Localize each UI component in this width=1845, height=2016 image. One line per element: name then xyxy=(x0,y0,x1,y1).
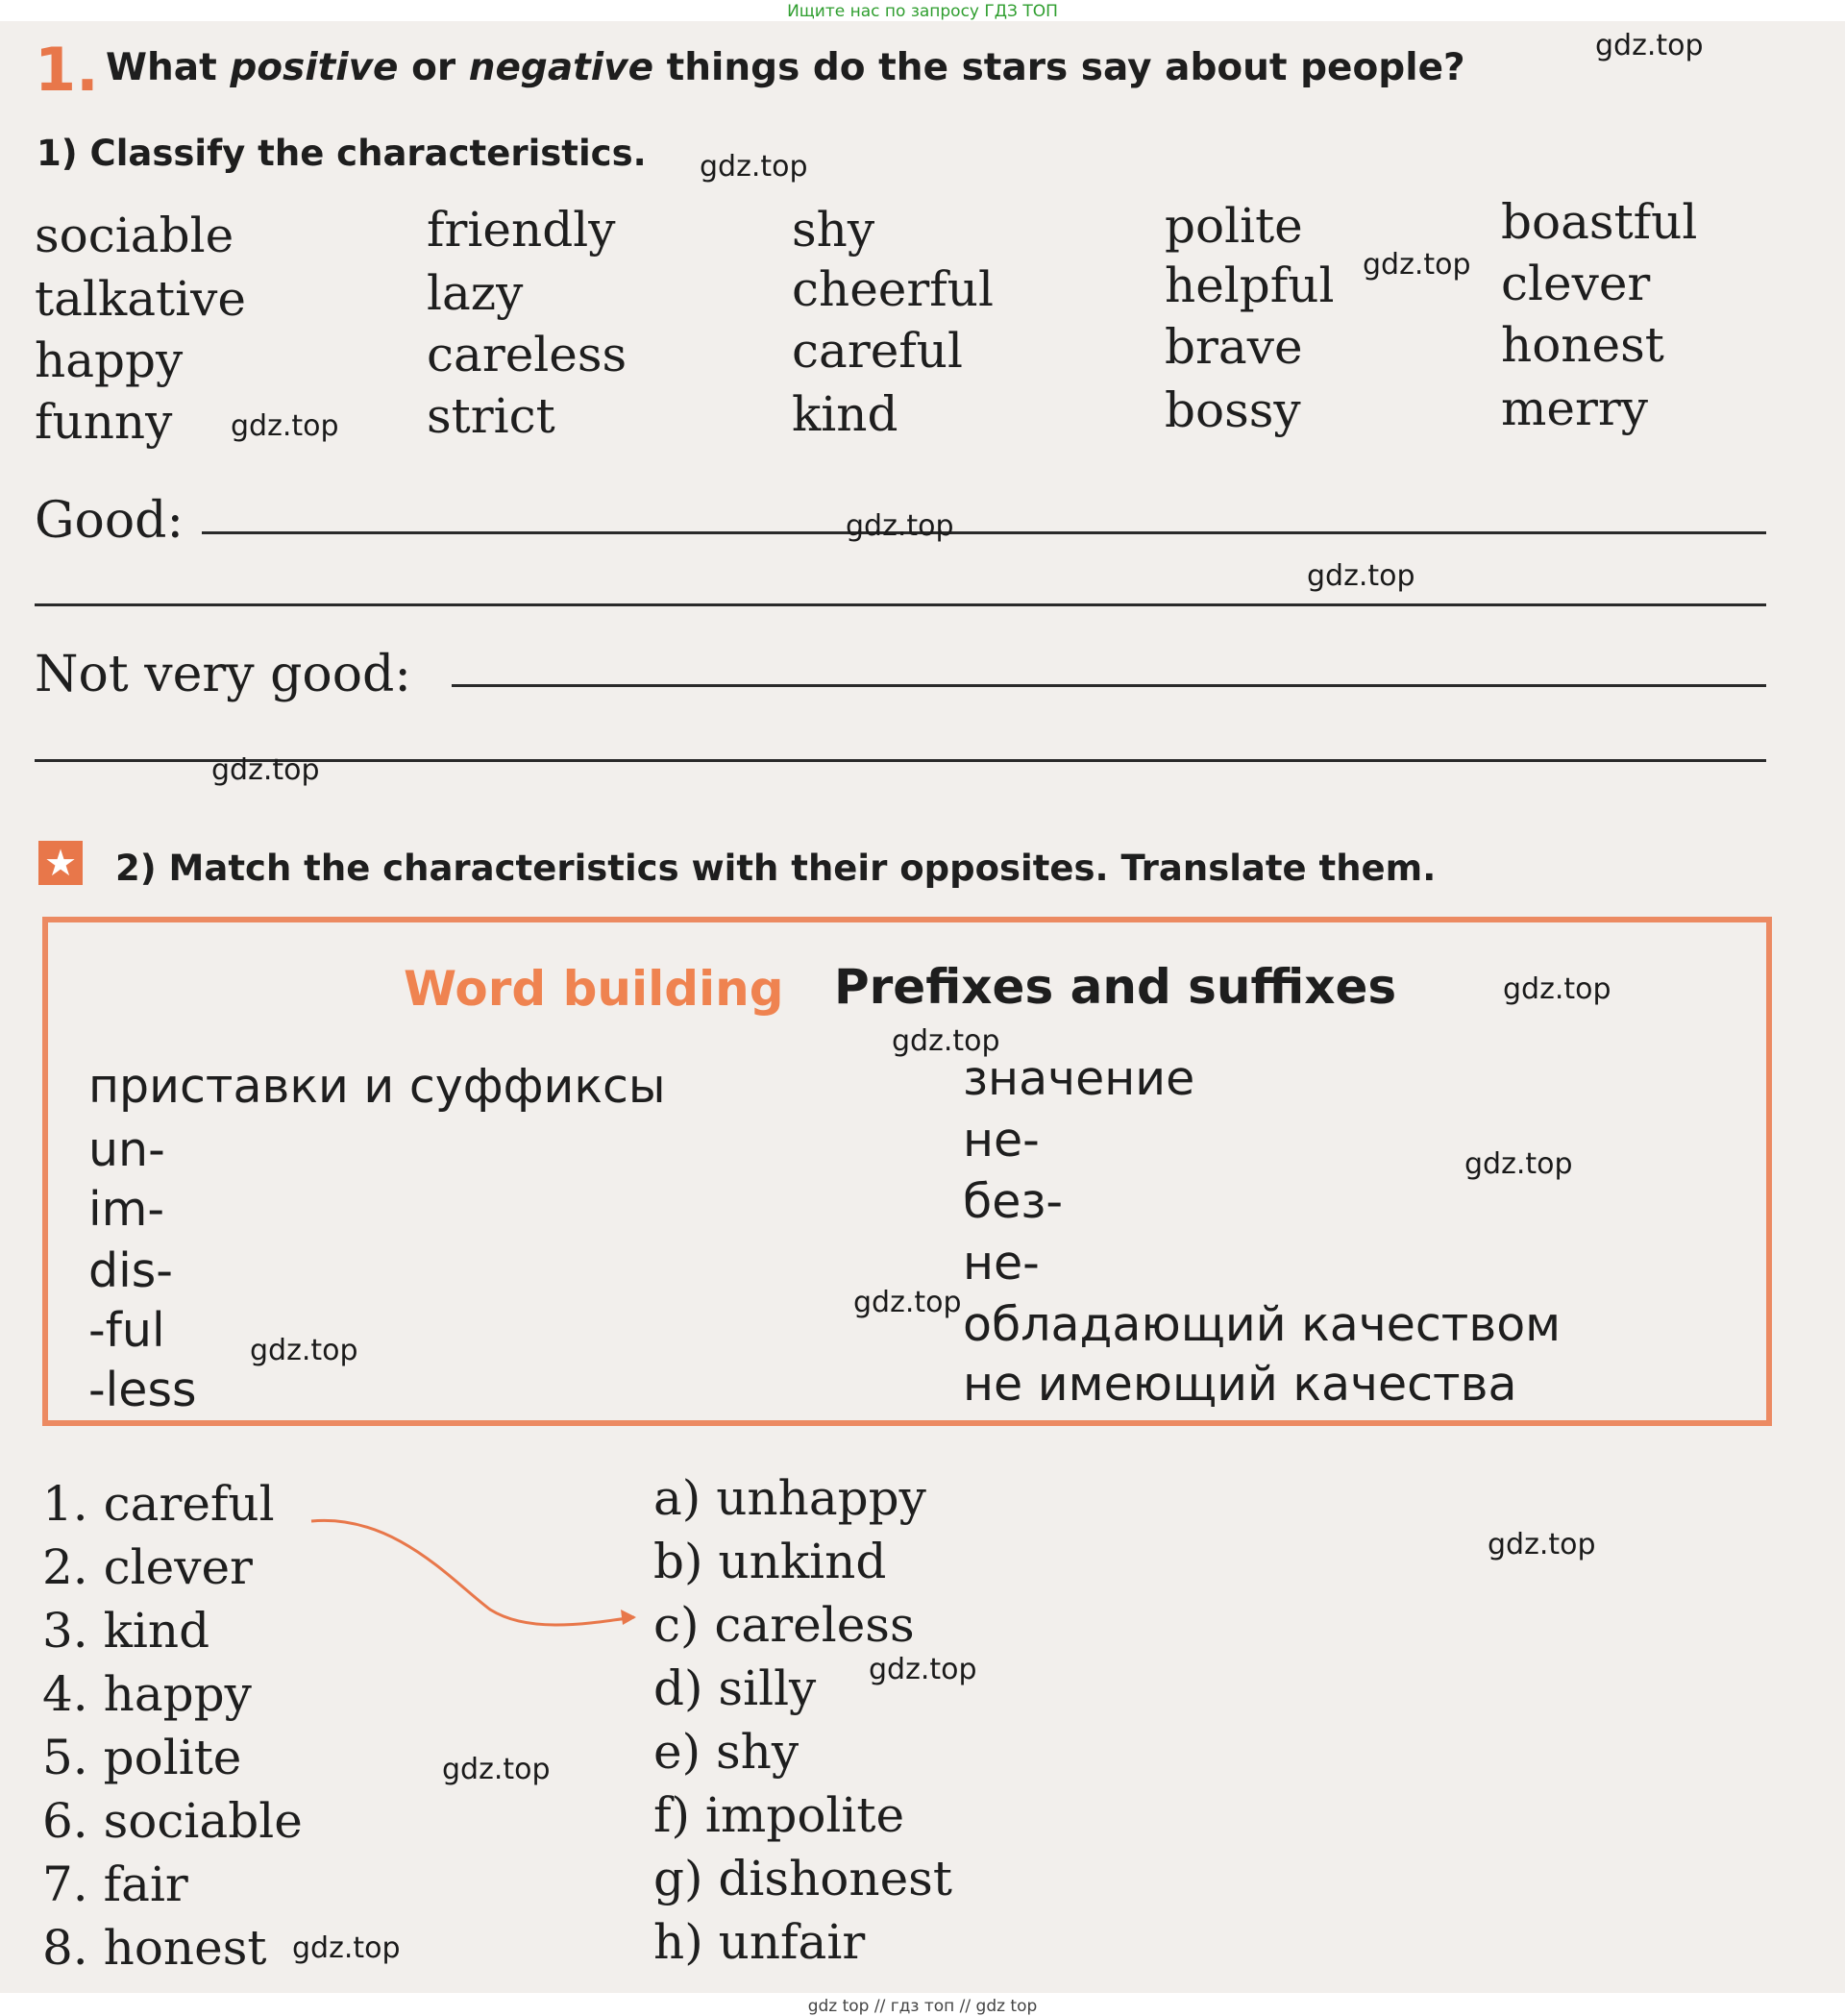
match-left-item: 6. sociable xyxy=(42,1793,303,1849)
match-right-item: f) impolite xyxy=(653,1787,905,1843)
word-cell: funny xyxy=(35,394,173,450)
match-left-item: 8. honest xyxy=(42,1920,267,1976)
watermark: gdz.top xyxy=(1464,1147,1573,1181)
match-right-item: a) unhappy xyxy=(653,1470,926,1526)
match-left-item: 2. clever xyxy=(42,1539,253,1595)
affix-column-header: приставки и суффиксы xyxy=(88,1059,666,1114)
affix-item: -ful xyxy=(88,1303,165,1358)
watermark: gdz.top xyxy=(869,1653,977,1686)
match-right-item: h) unfair xyxy=(653,1914,866,1970)
watermark: gdz.top xyxy=(1503,972,1611,1006)
word-cell: kind xyxy=(792,386,898,442)
watermark: gdz.top xyxy=(846,509,954,543)
exercise-title: What positive or negative things do the stars say about people? xyxy=(106,46,1465,89)
word-cell: happy xyxy=(35,332,184,388)
watermark: gdz.top xyxy=(292,1931,401,1965)
word-cell: boastful xyxy=(1501,194,1698,250)
not-very-good-label: Not very good: xyxy=(35,646,411,703)
watermark: gdz.top xyxy=(250,1334,358,1367)
match-right-item: b) unkind xyxy=(653,1534,887,1589)
match-left-item: 4. happy xyxy=(42,1666,252,1722)
match-right-item: c) careless xyxy=(653,1597,915,1653)
match-left-item: 3. kind xyxy=(42,1603,210,1659)
exercise-number: 1. xyxy=(35,35,99,105)
meaning-item: не имеющий качества xyxy=(963,1357,1517,1412)
affix-item: un- xyxy=(88,1122,165,1177)
top-banner-link[interactable]: Ищите нас по запросу ГДЗ ТОП xyxy=(787,2,1058,21)
meaning-item: не- xyxy=(963,1236,1040,1291)
watermark: gdz.top xyxy=(700,150,808,184)
not-good-answer-line[interactable] xyxy=(452,684,1766,687)
prefixes-suffixes-title: Prefixes and suffixes xyxy=(834,959,1397,1015)
star-icon: ★ xyxy=(38,841,83,885)
word-cell: bossy xyxy=(1165,382,1301,438)
match-right-item: e) shy xyxy=(653,1724,800,1780)
example-match-arrow xyxy=(308,1513,653,1648)
watermark: gdz.top xyxy=(1595,29,1704,62)
word-cell: talkative xyxy=(35,271,246,327)
good-label: Good: xyxy=(35,492,184,550)
match-right-item: g) dishonest xyxy=(653,1851,952,1906)
match-left-item: 7. fair xyxy=(42,1856,188,1912)
word-cell: clever xyxy=(1501,256,1651,311)
word-cell: helpful xyxy=(1165,258,1335,313)
meaning-column-header: значение xyxy=(963,1051,1195,1106)
word-cell: friendly xyxy=(427,202,616,258)
task1-instruction: 1) Classify the characteristics. xyxy=(37,133,647,174)
match-left-item: 1. careful xyxy=(42,1476,275,1532)
watermark: gdz.top xyxy=(1363,248,1471,282)
word-cell: cheerful xyxy=(792,261,994,317)
affix-item: dis- xyxy=(88,1243,173,1298)
word-cell: strict xyxy=(427,388,555,444)
word-cell: merry xyxy=(1501,381,1649,436)
word-cell: honest xyxy=(1501,317,1664,373)
bottom-banner-text: gdz top // гдз топ // gdz top xyxy=(807,1997,1038,2016)
affix-item: im- xyxy=(88,1182,165,1237)
watermark: gdz.top xyxy=(1488,1528,1596,1561)
watermark: gdz.top xyxy=(442,1753,551,1786)
good-answer-line[interactable] xyxy=(202,531,1766,534)
task2-instruction: 2) Match the characteristics with their opposites. Translate them. xyxy=(115,848,1437,889)
match-left-item: 5. polite xyxy=(42,1730,242,1785)
affix-item: -less xyxy=(88,1363,197,1417)
meaning-item: обладающий качеством xyxy=(963,1297,1562,1352)
word-cell: lazy xyxy=(427,265,524,321)
word-cell: sociable xyxy=(35,208,234,263)
match-right-item: d) silly xyxy=(653,1660,817,1716)
watermark: gdz.top xyxy=(892,1024,1000,1058)
watermark: gdz.top xyxy=(231,409,339,443)
word-cell: shy xyxy=(792,202,875,258)
word-cell: brave xyxy=(1165,319,1303,375)
watermark: gdz.top xyxy=(853,1286,962,1319)
word-cell: careful xyxy=(792,323,964,379)
word-cell: polite xyxy=(1165,198,1303,254)
meaning-item: не- xyxy=(963,1113,1040,1168)
word-building-title: Word building xyxy=(404,961,784,1017)
good-answer-line-2[interactable] xyxy=(35,603,1766,606)
watermark: gdz.top xyxy=(211,753,320,787)
watermark: gdz.top xyxy=(1307,559,1415,593)
meaning-item: без- xyxy=(963,1174,1064,1229)
word-cell: careless xyxy=(427,327,627,382)
